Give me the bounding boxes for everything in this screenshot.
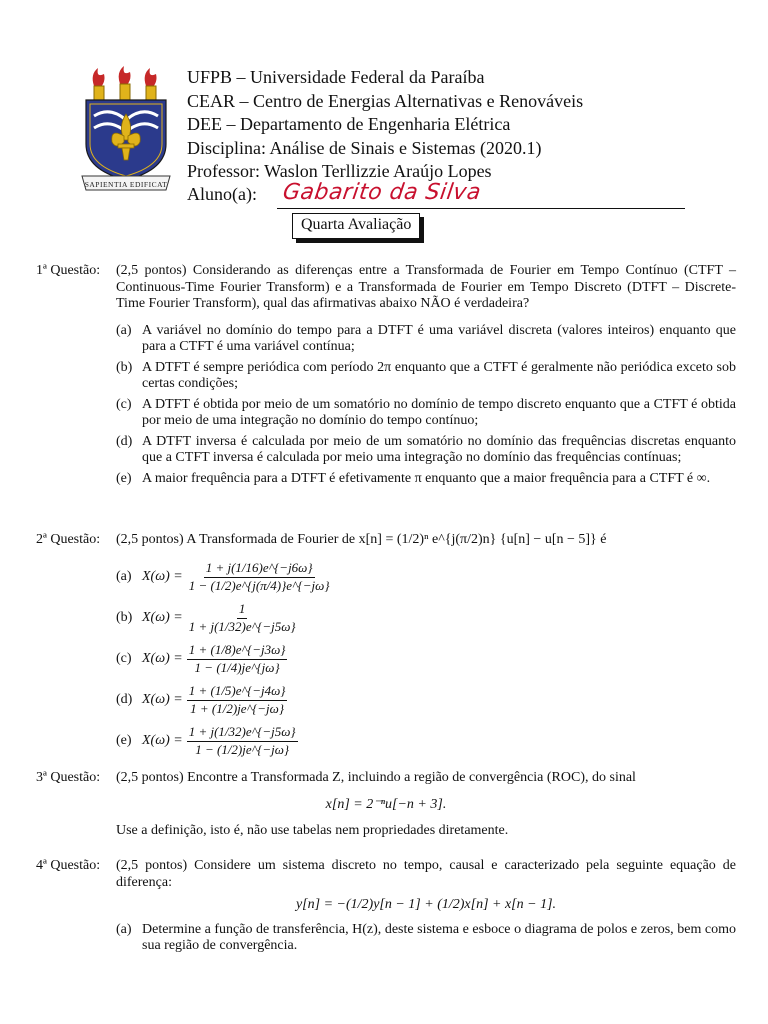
question-3-equation: x[n] = 2⁻ⁿu[−n + 3]. [325, 796, 447, 812]
option-e [116, 721, 736, 762]
option-letter: (c) [116, 650, 132, 666]
option-a [116, 922, 736, 955]
question-3-note: Use a definição, isto é, não use tabelas nem propriedades diretamente. [116, 823, 509, 838]
course-name: Disciplina: Análise de Sinais e Sistemas (2020.1) [187, 137, 542, 158]
fraction-denominator: 1 − (1/4)je^{jω} [194, 659, 280, 675]
center-name: CEAR – Centro de Energias Alternativas e Renováveis [187, 90, 584, 111]
option-text: A DTFT inversa é calculada por meio de um somatório no domínio das frequências discretas enquanto que a CTFT inversa é calculada por meio uma integração no domínio das frequências contínuas; [142, 433, 736, 465]
option-lhs: X(ω) = [142, 609, 183, 625]
question-4-text: (2,5 pontos) Considere um sistema discreto no tempo, causal e caracterizado pela seguinte equação de diferença: [116, 858, 736, 890]
fraction-numerator: 1 + j(1/32)e^{−j5ω} [187, 724, 298, 742]
question-2-label: 2ª Questão: [36, 532, 101, 547]
option-text: Determine a função de transferência, H(z), deste sistema e esboce o diagrama de polos e zeros, bem como sua região de convergência. [142, 921, 736, 953]
question-3 [36, 770, 736, 840]
option-text: A DTFT é sempre periódica com período 2π enquanto que a CTFT é geralmente não periódica exceto sob certas condições; [142, 359, 736, 391]
option-text: A maior frequência para a DTFT é efetivamente π enquanto que a maior frequência para a CTFT é ∞. [142, 470, 711, 486]
university-seal-logo [80, 66, 172, 192]
option-letter: (d) [116, 691, 133, 707]
fraction-numerator: 1 + (1/8)e^{−j3ω} [187, 642, 288, 660]
question-4-options [116, 922, 736, 955]
question-1 [36, 263, 736, 491]
fraction-denominator: 1 + j(1/32)e^{−j5ω} [188, 618, 296, 634]
option-fraction [187, 683, 288, 717]
option-b [116, 360, 736, 393]
option-text: A DTFT é obtida por meio de um somatório no domínio de tempo discreto enquanto que a CTFT é obtida por meio de uma integração no domínio do tempo contínuo; [142, 396, 736, 428]
option-fraction [187, 642, 288, 676]
student-label: Aluno(a): [187, 183, 257, 204]
option-fraction [187, 601, 298, 635]
question-4-label: 4ª Questão: [36, 858, 101, 873]
option-letter: (b) [116, 609, 133, 625]
fraction-denominator: 1 − (1/2)e^{j(π/4)}e^{−jω} [188, 577, 330, 593]
fraction-denominator: 1 + (1/2)je^{−jω} [190, 700, 285, 716]
option-e [116, 471, 736, 488]
option-letter: (b) [116, 359, 133, 375]
option-c [116, 639, 736, 680]
student-underline [277, 208, 685, 209]
option-d [116, 680, 736, 721]
option-fraction [187, 724, 298, 758]
question-2-text: (2,5 pontos) A Transformada de Fourier de x[n] = (1/2)ⁿ e^{j(π/2)n} {u[n] − u[n − 5]} é [116, 532, 607, 547]
option-d [116, 434, 736, 467]
professor-name: Professor: Waslon Terllizzie Araújo Lopes [187, 161, 492, 182]
svg-text:SAPIENTIA EDIFICAT: SAPIENTIA EDIFICAT [84, 180, 168, 189]
option-letter: (a) [116, 322, 132, 338]
option-letter: (e) [116, 470, 132, 486]
fraction-denominator: 1 − (1/2)je^{−jω} [195, 741, 290, 757]
university-name: UFPB – Universidade Federal da Paraíba [187, 67, 485, 87]
question-3-label: 3ª Questão: [36, 770, 101, 785]
question-4 [36, 858, 736, 959]
question-1-options [116, 323, 736, 488]
option-a [116, 557, 736, 598]
option-letter: (a) [116, 568, 132, 584]
fraction-numerator: 1 + j(1/16)e^{−j6ω} [204, 560, 315, 578]
fraction-numerator: 1 + (1/5)e^{−j4ω} [187, 683, 288, 701]
option-lhs: X(ω) = [142, 650, 183, 666]
option-letter: (a) [116, 921, 132, 937]
student-name-handwritten: Gabarito da Silva [281, 179, 483, 205]
option-lhs: X(ω) = [142, 732, 183, 748]
question-1-text: (2,5 pontos) Considerando as diferenças entre a Transformada de Fourier em Tempo Contínuo (CTFT – Continuous-Time Fourier Transform) e a Transformada de Fourier em Tempo Discreto (DTFT – Discrete-Time Fourier Transform), qual das afirmativas abaixo NÃO é verdadeira? [116, 263, 736, 311]
department-name: DEE – Departamento de Engenharia Elétrica [187, 114, 511, 135]
option-letter: (d) [116, 433, 133, 449]
option-letter: (e) [116, 732, 132, 748]
fraction-numerator: 1 [237, 601, 248, 619]
question-4-equation: y[n] = −(1/2)y[n − 1] + (1/2)x[n] + x[n − 1]. [295, 897, 557, 912]
student-field [187, 179, 707, 210]
option-b [116, 598, 736, 639]
option-fraction [187, 560, 332, 594]
question-2-options [116, 557, 736, 762]
option-a [116, 323, 736, 356]
option-text: A variável no domínio do tempo para a DTFT é uma variável discreta (valores inteiros) enquanto que para a CTFT é uma variável contínua; [142, 322, 736, 354]
question-3-text: (2,5 pontos) Encontre a Transformada Z, incluindo a região de convergência (ROC), do sinal [116, 770, 636, 785]
exam-title: Quarta Avaliação [292, 213, 420, 239]
question-2 [36, 532, 736, 762]
option-lhs: X(ω) = [142, 568, 183, 584]
option-c [116, 397, 736, 430]
option-letter: (c) [116, 396, 132, 412]
exam-header [187, 66, 707, 210]
question-1-label: 1ª Questão: [36, 263, 101, 278]
option-lhs: X(ω) = [142, 691, 183, 707]
